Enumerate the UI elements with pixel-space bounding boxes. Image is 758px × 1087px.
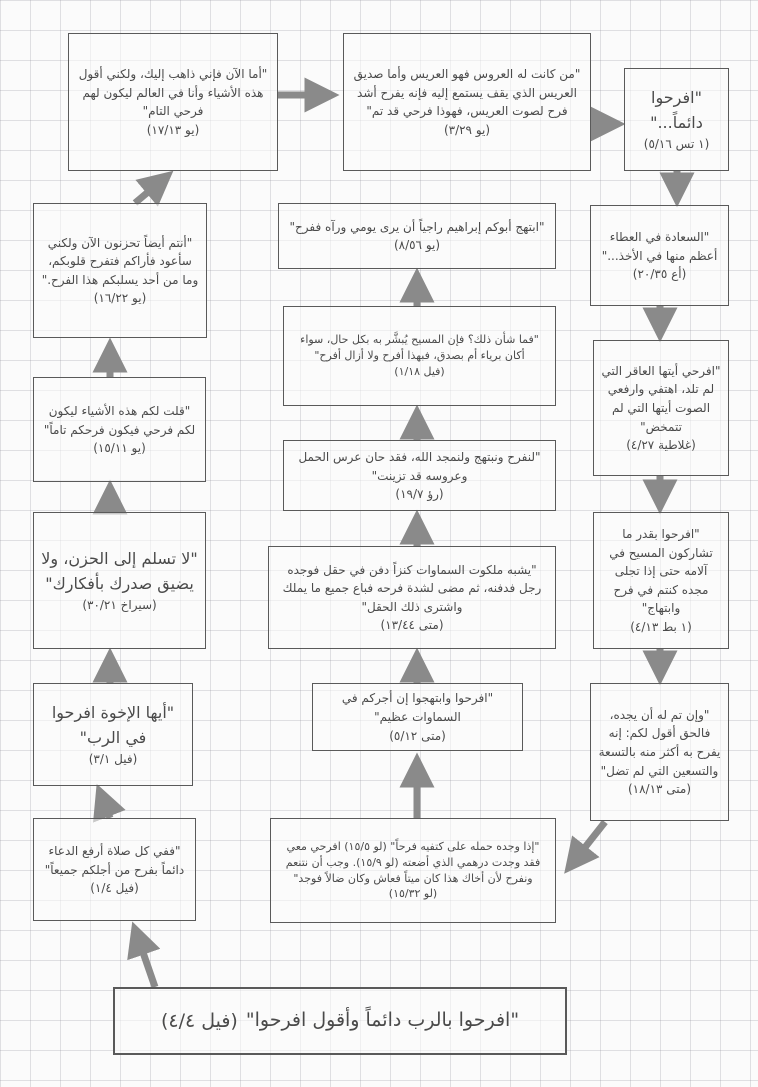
verse-reference: (رؤ ١٩/٧) <box>395 487 444 502</box>
verse-text: "وإن تم له أن يجده، فالحق أقول لكم: إنه يفرح به أكثر منه بالتسعة والتسعين التي لم تضل" <box>598 707 721 778</box>
arrow-bottom-l6 <box>138 938 155 987</box>
verse-reference: (أع ٢٠/٣٥) <box>632 267 687 282</box>
verse-text: "لا تسلم إلى الحزن، ولا يضيق صدرك بأفكارك" <box>41 548 198 593</box>
verse-reference: (غلاطية ٤/٢٧) <box>626 438 696 453</box>
verse-text: "يشبه ملكوت السماوات كنزاً دفن في حقل فوجده رجل فدفنه، ثم مضى لشدة فرحه فباع جميع ما يملك واشترى ذلك الحقل" <box>282 562 542 614</box>
verse-box-gal-4-27 <box>593 340 729 476</box>
arrow-r5-m7 <box>575 822 605 860</box>
verse-box-phil-1-4 <box>33 818 196 921</box>
verse-box-phil-1-18 <box>283 306 556 406</box>
verse-box-matt-13-44 <box>268 546 556 649</box>
verse-text: "افرحي أيتها العاقر التي لم تلد، اهتفي وارفعي الصوت أيتها التي لم تتمخض" <box>601 363 721 434</box>
verse-box-john-16-22 <box>33 203 207 338</box>
verse-reference: (لو ١٥/٣٢) <box>388 887 438 901</box>
verse-reference: (١ تس ٥/١٦) <box>643 137 710 152</box>
verse-text: "لنفرح ونبتهج ولنمجد الله، فقد حان عرس الحمل وعروسه قد تزينت" <box>298 449 541 483</box>
verse-box-matt-5-12 <box>312 683 523 751</box>
verse-box-1pet-4-13 <box>593 512 729 649</box>
verse-text: "افرحوا بالرب دائماً وأقول افرحوا" <box>245 1009 520 1032</box>
verse-reference: (فيل ١/١٨) <box>394 364 445 378</box>
verse-text: "ففي كل صلاة أرفع الدعاء دائماً بفرح من أجلكم جميعاً" <box>44 843 185 877</box>
verse-box-john-15-11 <box>33 377 206 482</box>
verse-box-phil-4-4-main <box>113 987 567 1055</box>
verse-reference: (فيل ٤/٤) <box>160 1009 238 1032</box>
verse-box-john-17-13 <box>68 33 278 171</box>
verse-reference: (سيراخ ٣٠/٢١) <box>82 598 157 613</box>
verse-reference: (يو ١٥/١١) <box>93 441 146 456</box>
verse-text: "افرحوا وابتهجوا إن أجركم في السماوات عظيم" <box>341 691 494 724</box>
verse-reference: (يو ١٧/١٣) <box>146 122 200 137</box>
arrow-l2-l1 <box>135 182 160 203</box>
verse-box-phil-3-1 <box>33 683 193 786</box>
verse-text: "افرحوا دائماً..." <box>650 87 703 132</box>
verse-text: "أما الآن فإني ذاهب إليك، ولكني أقول هذه الأشياء وأنا في العالم ليكون لهم فرحي التام" <box>78 67 268 119</box>
verse-text: "فما شأن ذلك؟ فإن المسيح يُبشَّر به بكل حال، سواء أكان برياء أم بصدق، فبهذا أفرح ولا أزال أفرح" <box>300 333 539 363</box>
verse-reference: (يو ٨/٥٦) <box>393 238 441 253</box>
verse-box-sirach-30-21 <box>33 512 206 649</box>
verse-box-rev-19-7 <box>283 440 556 511</box>
verse-reference: (متى ١٣/٤٤) <box>380 618 444 633</box>
verse-text: "أنتم أيضاً تحزنون الآن ولكني سأعود فأراكم فتفرح قلوبكم، وما من أحد يسلبكم هذا الفرح." <box>41 235 199 287</box>
verse-box-luke-15 <box>270 818 556 923</box>
verse-reference: (فيل ١/٤) <box>90 881 139 896</box>
verse-reference: (متى ٥/١٢) <box>389 728 446 743</box>
verse-reference: (فيل ٣/١) <box>88 752 138 767</box>
verse-text: "أيها الإخوة افرحوا في الرب" <box>51 702 175 747</box>
verse-box-matt-18-13 <box>590 683 729 821</box>
verse-box-john-8-56 <box>278 203 556 269</box>
arrow-l6-l5 <box>103 800 110 818</box>
verse-reference: (يو ١٦/٢٢) <box>93 291 147 306</box>
verse-box-acts-20-35 <box>590 205 729 306</box>
verse-reference: (متى ١٨/١٣) <box>627 782 692 797</box>
verse-text: "ابتهج أبوكم إبراهيم راجياً أن يرى يومي ورآه ففرح" <box>289 219 545 234</box>
verse-text: "السعادة في العطاء أعظم منها في الأخذ..." <box>601 229 718 263</box>
verse-text: "من كانت له العروس فهو العريس وأما صديق العريس الذي يقف يستمع إليه فإنه يفرح أشد فرح لصوت العريس، فهوذا فرحي قد تم" <box>353 67 581 119</box>
verse-text: "قلت لكم هذه الأشياء ليكون لكم فرحي فيكون فرحكم تاماً" <box>43 403 196 437</box>
verse-box-1thess-5-16 <box>624 68 729 171</box>
verse-box-john-3-29 <box>343 33 591 171</box>
verse-text: "إذا وجده حمله على كتفيه فرحاً" (لو ١٥/٥) افرحي معي فقد وجدت درهمي الذي أضعته (لو ١٥/٩). وجب أن نتنعم ونفرح لأن أخاك هذا كان ميتاً فعاش وكان ضالاً فوجد" <box>285 839 541 885</box>
verse-text: "افرحوا بقدر ما تشاركون المسيح في آلامه حتى إذا تجلى مجده كنتم في فرح وابتهاج" <box>609 527 713 616</box>
verse-reference: (١ بط ٤/١٣) <box>630 619 692 634</box>
verse-reference: (يو ٣/٢٩) <box>443 122 491 137</box>
